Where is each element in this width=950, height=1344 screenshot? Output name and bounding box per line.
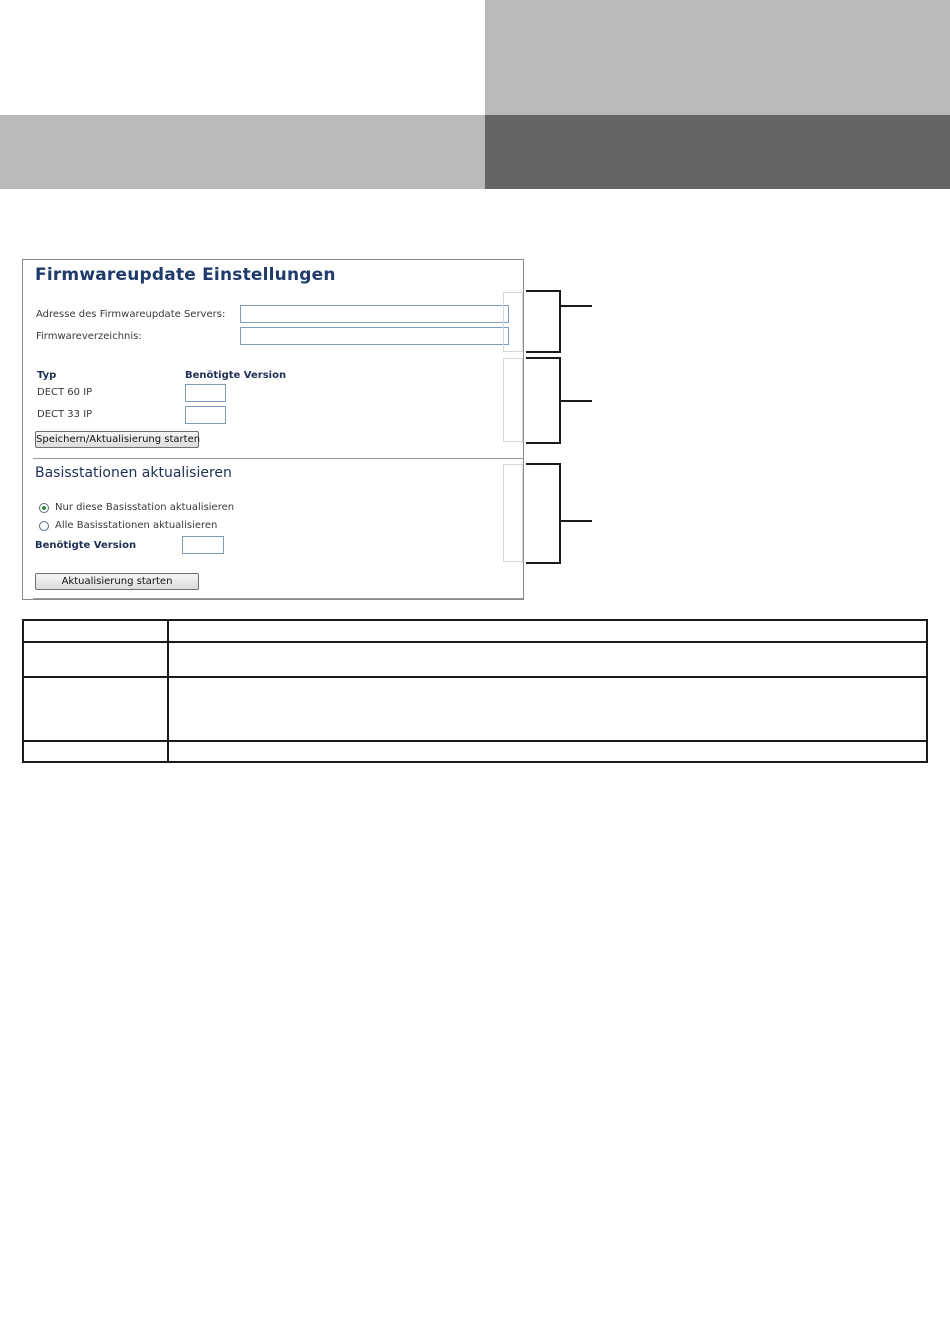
- base-stations-title: Basisstationen aktualisieren: [35, 465, 232, 481]
- callout-bracket-3: [526, 463, 561, 564]
- header-band-middle-right: [485, 115, 950, 189]
- table-cell: [23, 741, 168, 762]
- table-row: [23, 620, 927, 642]
- table-cell: [23, 642, 168, 677]
- header-band-top-right: [485, 0, 950, 115]
- server-address-label: Adresse des Firmwareupdate Servers:: [36, 309, 226, 320]
- dect33-version-input[interactable]: [185, 406, 226, 424]
- radio-all-base-stations-label: Alle Basisstationen aktualisieren: [55, 520, 218, 531]
- radio-this-base-station-label: Nur diese Basisstation aktualisieren: [55, 502, 235, 513]
- firmware-directory-input[interactable]: [240, 327, 509, 345]
- required-version-input[interactable]: [182, 536, 224, 554]
- table-cell: [168, 741, 927, 762]
- table-row: [23, 642, 927, 677]
- table-cell: [23, 677, 168, 741]
- version-column-header: Benötigte Version: [185, 370, 287, 381]
- header-band-middle-left: [0, 115, 485, 189]
- server-address-input[interactable]: [240, 305, 509, 323]
- radio-all-base-stations[interactable]: [39, 521, 49, 531]
- callout-bracket-3-arm: [561, 520, 592, 522]
- callout-marker-1: [503, 292, 523, 352]
- dect60-version-input[interactable]: [185, 384, 226, 402]
- section-divider: [33, 458, 523, 459]
- firmware-directory-label: Firmwareverzeichnis:: [36, 331, 142, 342]
- firmware-settings-panel: [22, 259, 524, 600]
- callout-marker-2: [503, 358, 523, 442]
- callout-bracket-1-arm: [561, 305, 592, 307]
- type-column-header: Typ: [37, 370, 57, 381]
- callout-bracket-2: [526, 357, 561, 444]
- device-type-dect60: DECT 60 IP: [37, 387, 93, 398]
- required-version-label: Benötigte Version: [35, 540, 137, 551]
- save-and-update-button[interactable]: Speichern/Aktualisierung starten: [35, 431, 199, 448]
- table-row: [23, 677, 927, 741]
- table-cell: [168, 677, 927, 741]
- table-row: [23, 741, 927, 762]
- table-cell: [168, 620, 927, 642]
- page-title: Firmwareupdate Einstellungen: [35, 265, 336, 285]
- radio-this-base-station[interactable]: [39, 503, 49, 513]
- table-cell: [23, 620, 168, 642]
- description-table: [22, 619, 928, 763]
- bottom-divider: [33, 598, 523, 599]
- table-cell: [168, 642, 927, 677]
- callout-bracket-2-arm: [561, 400, 592, 402]
- callout-marker-3: [503, 464, 523, 562]
- start-update-button[interactable]: Aktualisierung starten: [35, 573, 199, 590]
- callout-bracket-1: [526, 290, 561, 353]
- device-type-dect33: DECT 33 IP: [37, 409, 93, 420]
